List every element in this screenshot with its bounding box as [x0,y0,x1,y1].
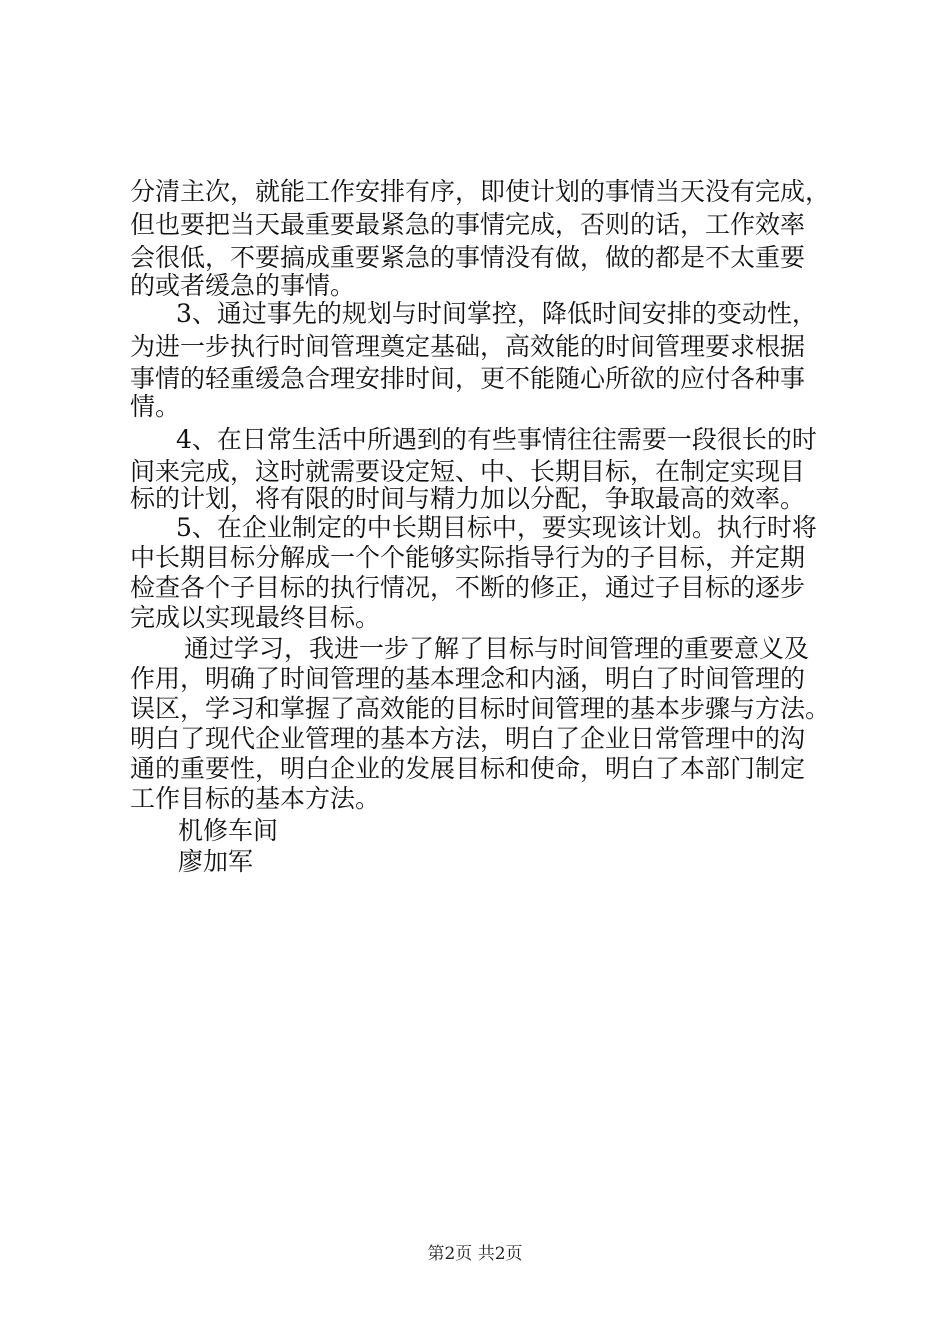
paragraph-line: 分清主次，就能工作安排有序，即使计划的事情当天没有完成， [130,177,831,206]
paragraph-line: 情。 [130,392,181,421]
paragraph-line: 的或者缓急的事情。 [130,271,356,300]
paragraph-line: 但也要把当天最重要最紧急的事情完成，否则的话，工作效率 [130,210,806,239]
page-number-footer: 第2页 共2页 [427,1244,523,1264]
paragraph-line: 标的计划，将有限的时间与精力加以分配，争取最高的效率。 [130,484,806,513]
signature-name: 廖加军 [178,847,254,876]
paragraph-line: 3、通过事先的规划与时间掌控，降低时间安排的变动性， [176,299,817,328]
paragraph-line: 工作目标的基本方法。 [130,784,381,813]
paragraph-line: 中长期目标分解成一个个能够实际指导行为的子目标，并定期 [130,543,806,572]
signature-department: 机修车间 [178,816,279,845]
paragraph-line: 会很低，不要搞成重要紧急的事情没有做，做的都是不太重要 [130,243,806,272]
paragraph-line: 检查各个子目标的执行情况，不断的修正，通过子目标的逐步 [130,573,806,602]
paragraph-line: 为进一步执行时间管理奠定基础，高效能的时间管理要求根据 [130,332,806,361]
paragraph-line: 4、在日常生活中所遇到的有些事情往往需要一段很长的时 [176,425,817,454]
paragraph-line: 间来完成，这时就需要设定短、中、长期目标，在制定实现目 [130,457,806,486]
paragraph-line: 误区，学习和掌握了高效能的目标时间管理的基本步骤与方法。 [130,694,831,723]
paragraph-line: 明白了现代企业管理的基本方法，明白了企业日常管理中的沟 [130,724,806,753]
paragraph-line: 通过学习，我进一步了解了目标与时间管理的重要意义及 [184,634,810,663]
paragraph-line: 通的重要性，明白企业的发展目标和使命，明白了本部门制定 [130,754,806,783]
paragraph-line: 作用，明确了时间管理的基本理念和内涵，明白了时间管理的 [130,664,806,693]
paragraph-line: 完成以实现最终目标。 [130,603,381,632]
paragraph-line: 事情的轻重缓急合理安排时间，更不能随心所欲的应付各种事 [130,364,806,393]
paragraph-line: 5、在企业制定的中长期目标中，要实现该计划。执行时将 [176,513,817,542]
